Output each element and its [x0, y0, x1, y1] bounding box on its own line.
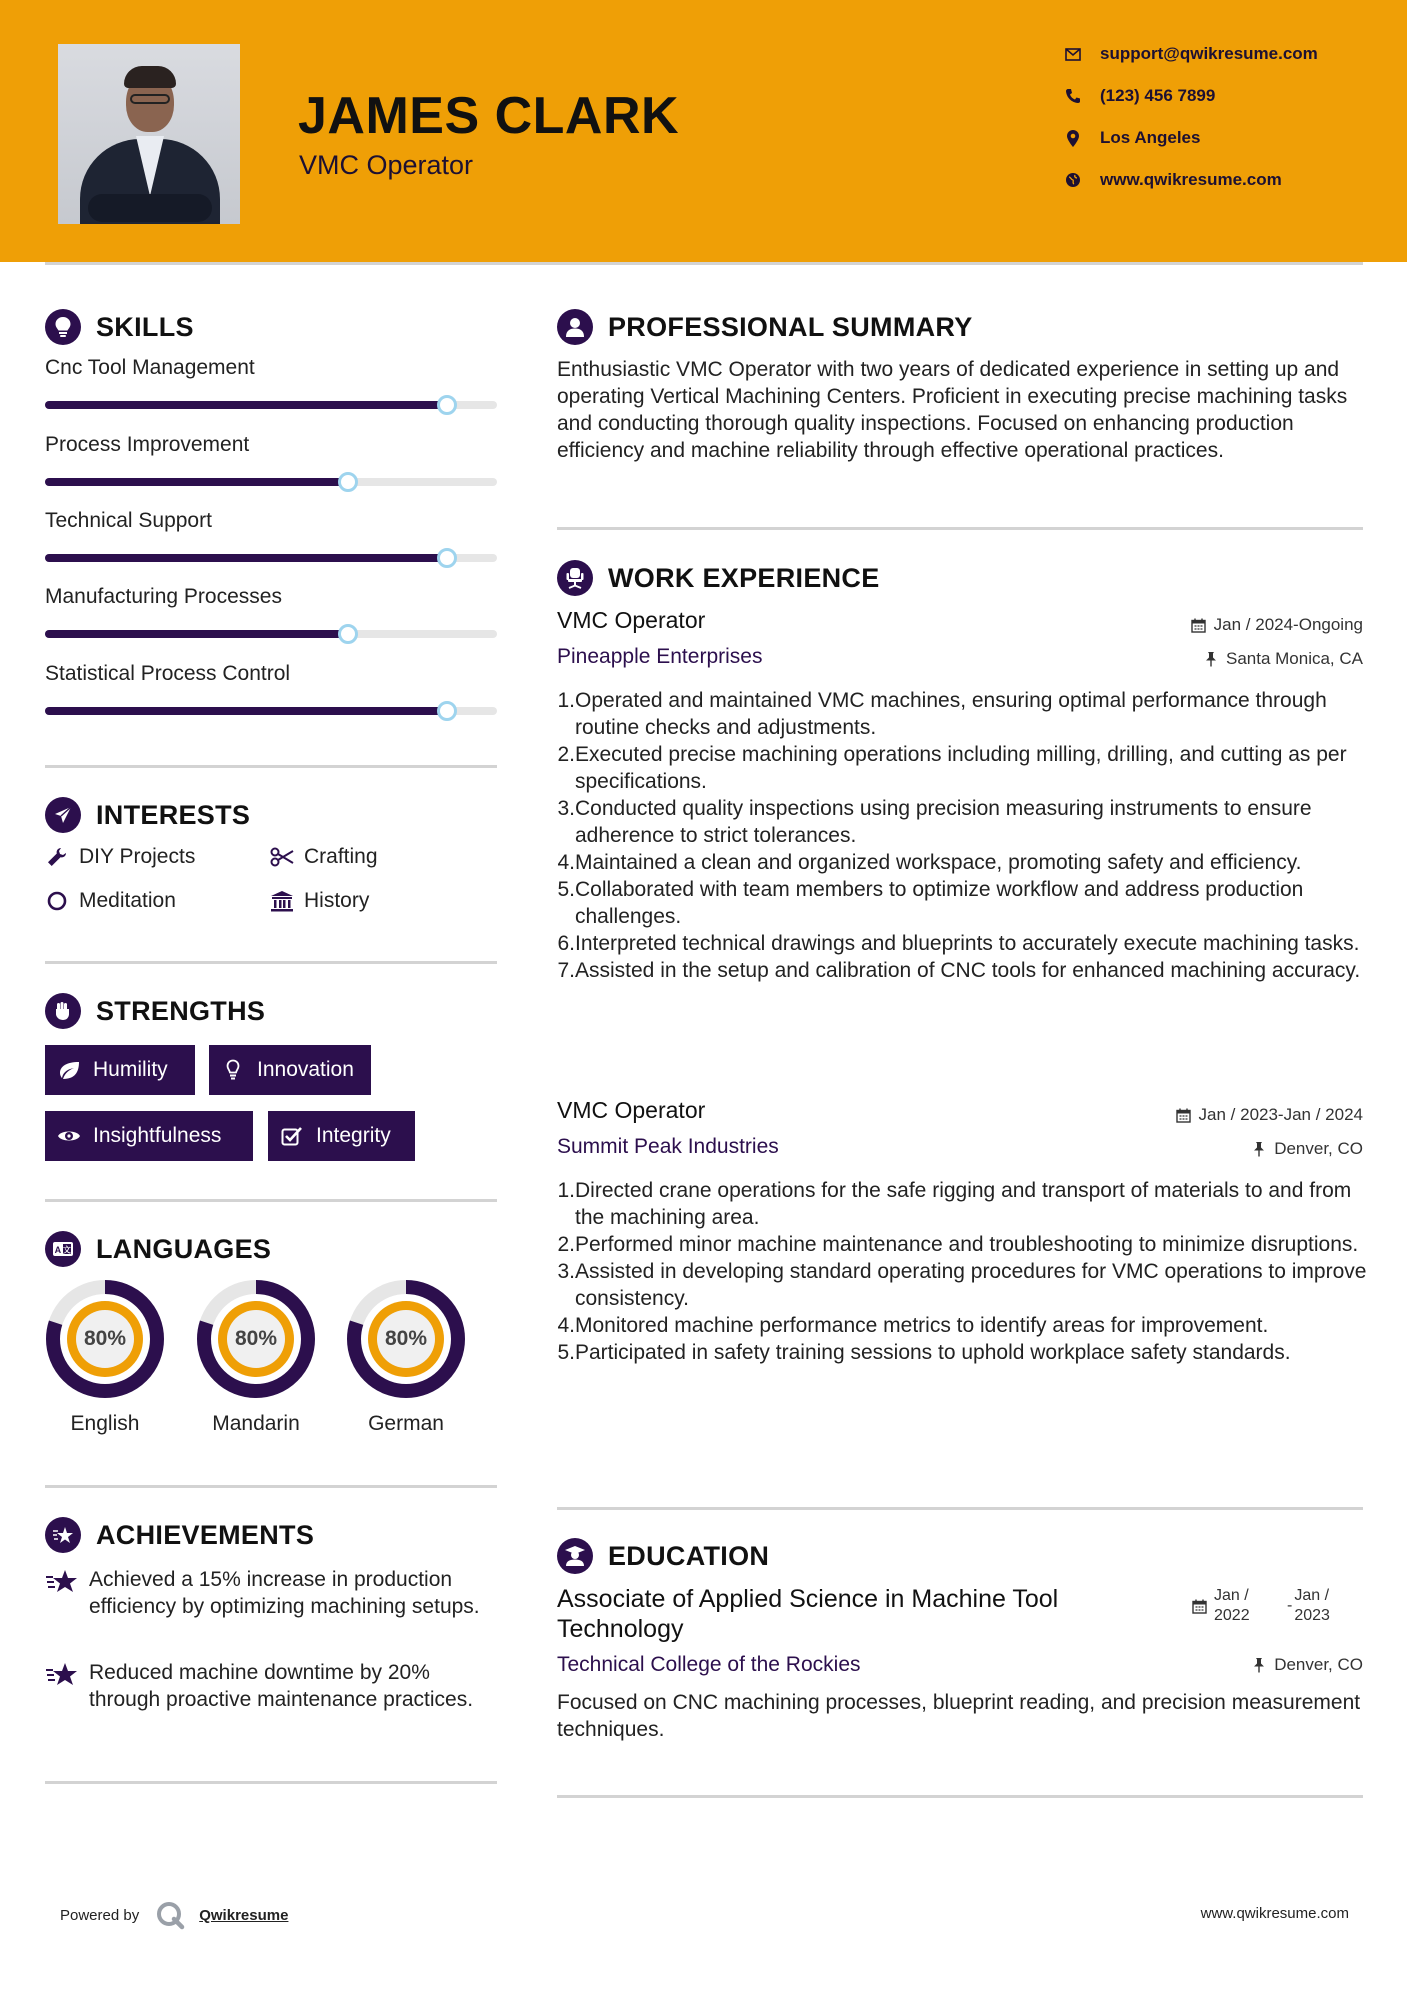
school-name: Technical College of the Rockies	[557, 1653, 861, 1676]
interest-item: Meditation	[45, 889, 176, 913]
interest-item: History	[270, 889, 369, 913]
achievements-heading: ACHIEVEMENTS	[45, 1517, 314, 1553]
strength-tag: Integrity	[268, 1111, 415, 1161]
envelope-icon	[1064, 45, 1082, 63]
strengths-heading: STRENGTHS	[45, 993, 265, 1029]
contact-location: Los Angeles	[1064, 128, 1200, 148]
strength-tag: Insightfulness	[45, 1111, 253, 1161]
job-dates: Jan / 2023-Jan / 2024	[1176, 1105, 1363, 1125]
map-pin-icon	[1064, 129, 1082, 147]
strength-tag: Innovation	[209, 1045, 371, 1095]
interests-heading: INTERESTS	[45, 797, 250, 833]
list-item: 3. Assisted in developing standard operating procedures for VMC operations to improve consistency.	[557, 1260, 1367, 1310]
lightbulb-icon	[221, 1058, 245, 1082]
strength-tag: Humility	[45, 1045, 195, 1095]
job-title: VMC Operator	[557, 1097, 706, 1123]
list-item: 2. Performed minor machine maintenance and troubleshooting to minimize disruptions.	[557, 1233, 1359, 1256]
skill-bar-fill	[45, 478, 348, 486]
skill-bar	[45, 478, 497, 486]
pushpin-icon	[1203, 651, 1219, 667]
scissors-icon	[270, 845, 294, 869]
company-name: Summit Peak Industries	[557, 1135, 779, 1158]
contact-email[interactable]: support@qwikresume.com	[1064, 44, 1318, 64]
language-item	[195, 1278, 317, 1436]
skill-bar	[45, 554, 497, 562]
pushpin-icon	[1251, 1141, 1267, 1157]
skill-bar-knob	[338, 472, 358, 492]
summary-text: Enthusiastic VMC Operator with two years of dedicated experience in setting up and operating Vertical Machining Centers. Proficient in executing precise machining tasks and conducting thorough quality inspections. Focused on enhancing production efficiency and machine reliability through effective operational practices.	[557, 358, 1348, 462]
paper-plane-icon	[45, 797, 81, 833]
education-description: Focused on CNC machining processes, blueprint reading, and precision measurement techniques.	[557, 1691, 1361, 1741]
star-burst-icon	[45, 1517, 81, 1553]
language-name: English	[70, 1412, 140, 1435]
svg-text:A: A	[54, 1245, 62, 1255]
list-item: 4. Maintained a clean and organized workspace, promoting safety and efficiency.	[557, 851, 1302, 874]
interest-item: Crafting	[270, 845, 378, 869]
wrench-icon	[45, 845, 69, 869]
resume-header	[0, 0, 1407, 262]
section-divider	[45, 1485, 497, 1488]
skill-label: Cnc Tool Management	[45, 356, 255, 379]
museum-icon	[270, 889, 294, 913]
education-end-date: - Jan / 2023	[1287, 1587, 1330, 1624]
skill-bar-fill	[45, 554, 447, 562]
skill-bar-fill	[45, 630, 348, 638]
company-name: Pineapple Enterprises	[557, 645, 763, 668]
language-name: Mandarin	[212, 1412, 300, 1435]
header-divider	[45, 262, 1363, 265]
office-chair-icon	[557, 560, 593, 596]
job-location: Denver, CO	[1251, 1139, 1363, 1159]
skill-bar	[45, 707, 497, 715]
achievement-item: Achieved a 15% increase in production efficiency by optimizing machining setups.	[45, 1566, 505, 1620]
language-item	[44, 1278, 166, 1436]
globe-icon	[1064, 171, 1082, 189]
list-item: 3. Conducted quality inspections using precision measuring instruments to ensure adherence to strict tolerances.	[557, 797, 1312, 847]
calendar-icon	[1192, 1599, 1208, 1615]
raised-fist-icon	[45, 993, 81, 1029]
list-item: 4. Monitored machine performance metrics to identify areas for improvement.	[557, 1314, 1269, 1337]
education-heading: EDUCATION	[557, 1538, 769, 1574]
user-icon	[557, 309, 593, 345]
language-percent: 80%	[234, 1327, 278, 1350]
profile-photo	[58, 44, 240, 224]
language-item	[345, 1278, 467, 1436]
language-name: German	[368, 1412, 444, 1435]
language-percent: 80%	[83, 1327, 127, 1350]
skill-label: Technical Support	[45, 509, 212, 532]
experience-heading: WORK EXPERIENCE	[557, 560, 880, 596]
skill-bar-knob	[437, 548, 457, 568]
interest-item: DIY Projects	[45, 845, 195, 869]
skills-heading: SKILLS	[45, 309, 194, 345]
contact-phone[interactable]: (123) 456 7899	[1064, 86, 1215, 106]
achievement-item: Reduced machine downtime by 20% through proactive maintenance practices.	[45, 1659, 505, 1713]
section-divider	[45, 961, 497, 964]
skill-label: Process Improvement	[45, 433, 250, 456]
section-divider	[557, 527, 1363, 530]
skill-bar-knob	[338, 624, 358, 644]
list-item: 7. Assisted in the setup and calibration of CNC tools for enhanced machining accuracy.	[557, 959, 1361, 982]
summary-heading: PROFESSIONAL SUMMARY	[557, 309, 973, 345]
education-start-date: Jan / 2022	[1192, 1586, 1250, 1626]
section-divider	[557, 1795, 1363, 1798]
job-location: Santa Monica, CA	[1203, 649, 1363, 669]
list-item: 1. Operated and maintained VMC machines, ensuring optimal performance through routine checks and adjustments.	[557, 689, 1327, 739]
calendar-icon	[1176, 1107, 1192, 1123]
star-icon	[45, 1661, 79, 1687]
candidate-role: VMC Operator	[299, 150, 474, 180]
list-item: 5. Collaborated with team members to optimize workflow and address production challenges.	[557, 878, 1304, 928]
list-item: 5. Participated in safety training sessions to uphold workplace safety standards.	[557, 1341, 1291, 1364]
leaf-icon	[57, 1058, 81, 1082]
skill-bar	[45, 630, 497, 638]
list-item: 2. Executed precise machining operations including milling, drilling, and cutting as per specifications.	[557, 743, 1347, 793]
list-item: 1. Directed crane operations for the safe rigging and transport of materials to and from the machining area.	[557, 1179, 1352, 1229]
svg-text:文: 文	[62, 1245, 72, 1255]
contact-website[interactable]: www.qwikresume.com	[1064, 170, 1282, 190]
lightbulb-icon	[45, 309, 81, 345]
skill-bar	[45, 401, 497, 409]
footer-powered-by: Powered by Qwikresume	[60, 1900, 288, 1930]
skill-label: Manufacturing Processes	[45, 585, 282, 608]
languages-heading: A 文 LANGUAGES	[45, 1231, 271, 1267]
skill-bar-knob	[437, 701, 457, 721]
calendar-icon	[1191, 617, 1207, 633]
list-item: 6. Interpreted technical drawings and blueprints to accurately execute machining tasks.	[557, 932, 1360, 955]
circle-icon	[45, 889, 69, 913]
section-divider	[45, 1781, 497, 1784]
section-divider	[45, 765, 497, 768]
qwikresume-logo-icon	[155, 1900, 185, 1930]
qwikresume-link[interactable]: Qwikresume	[199, 1906, 289, 1924]
language-percent: 80%	[384, 1327, 428, 1350]
job-title: VMC Operator	[557, 607, 706, 633]
job-dates: Jan / 2024-Ongoing	[1191, 615, 1363, 635]
section-divider	[557, 1507, 1363, 1510]
language-icon	[45, 1231, 81, 1267]
education-location: Denver, CO	[1251, 1655, 1363, 1675]
skill-bar-knob	[437, 395, 457, 415]
job-bullets	[557, 687, 1367, 984]
star-icon	[45, 1568, 79, 1594]
degree-title: Associate of Applied Science in Machine Tool Technology	[557, 1585, 1059, 1643]
skill-bar-fill	[45, 707, 447, 715]
checkbox-icon	[280, 1124, 304, 1148]
footer-website[interactable]: www.qwikresume.com	[1200, 1905, 1349, 1922]
skill-label: Statistical Process Control	[45, 662, 291, 685]
candidate-name: JAMES CLARK	[298, 87, 680, 145]
phone-icon	[1064, 87, 1082, 105]
job-bullets	[557, 1177, 1367, 1366]
eye-icon	[57, 1124, 81, 1148]
section-divider	[45, 1199, 497, 1202]
pushpin-icon	[1251, 1657, 1267, 1673]
skill-bar-fill	[45, 401, 447, 409]
graduate-icon	[557, 1538, 593, 1574]
